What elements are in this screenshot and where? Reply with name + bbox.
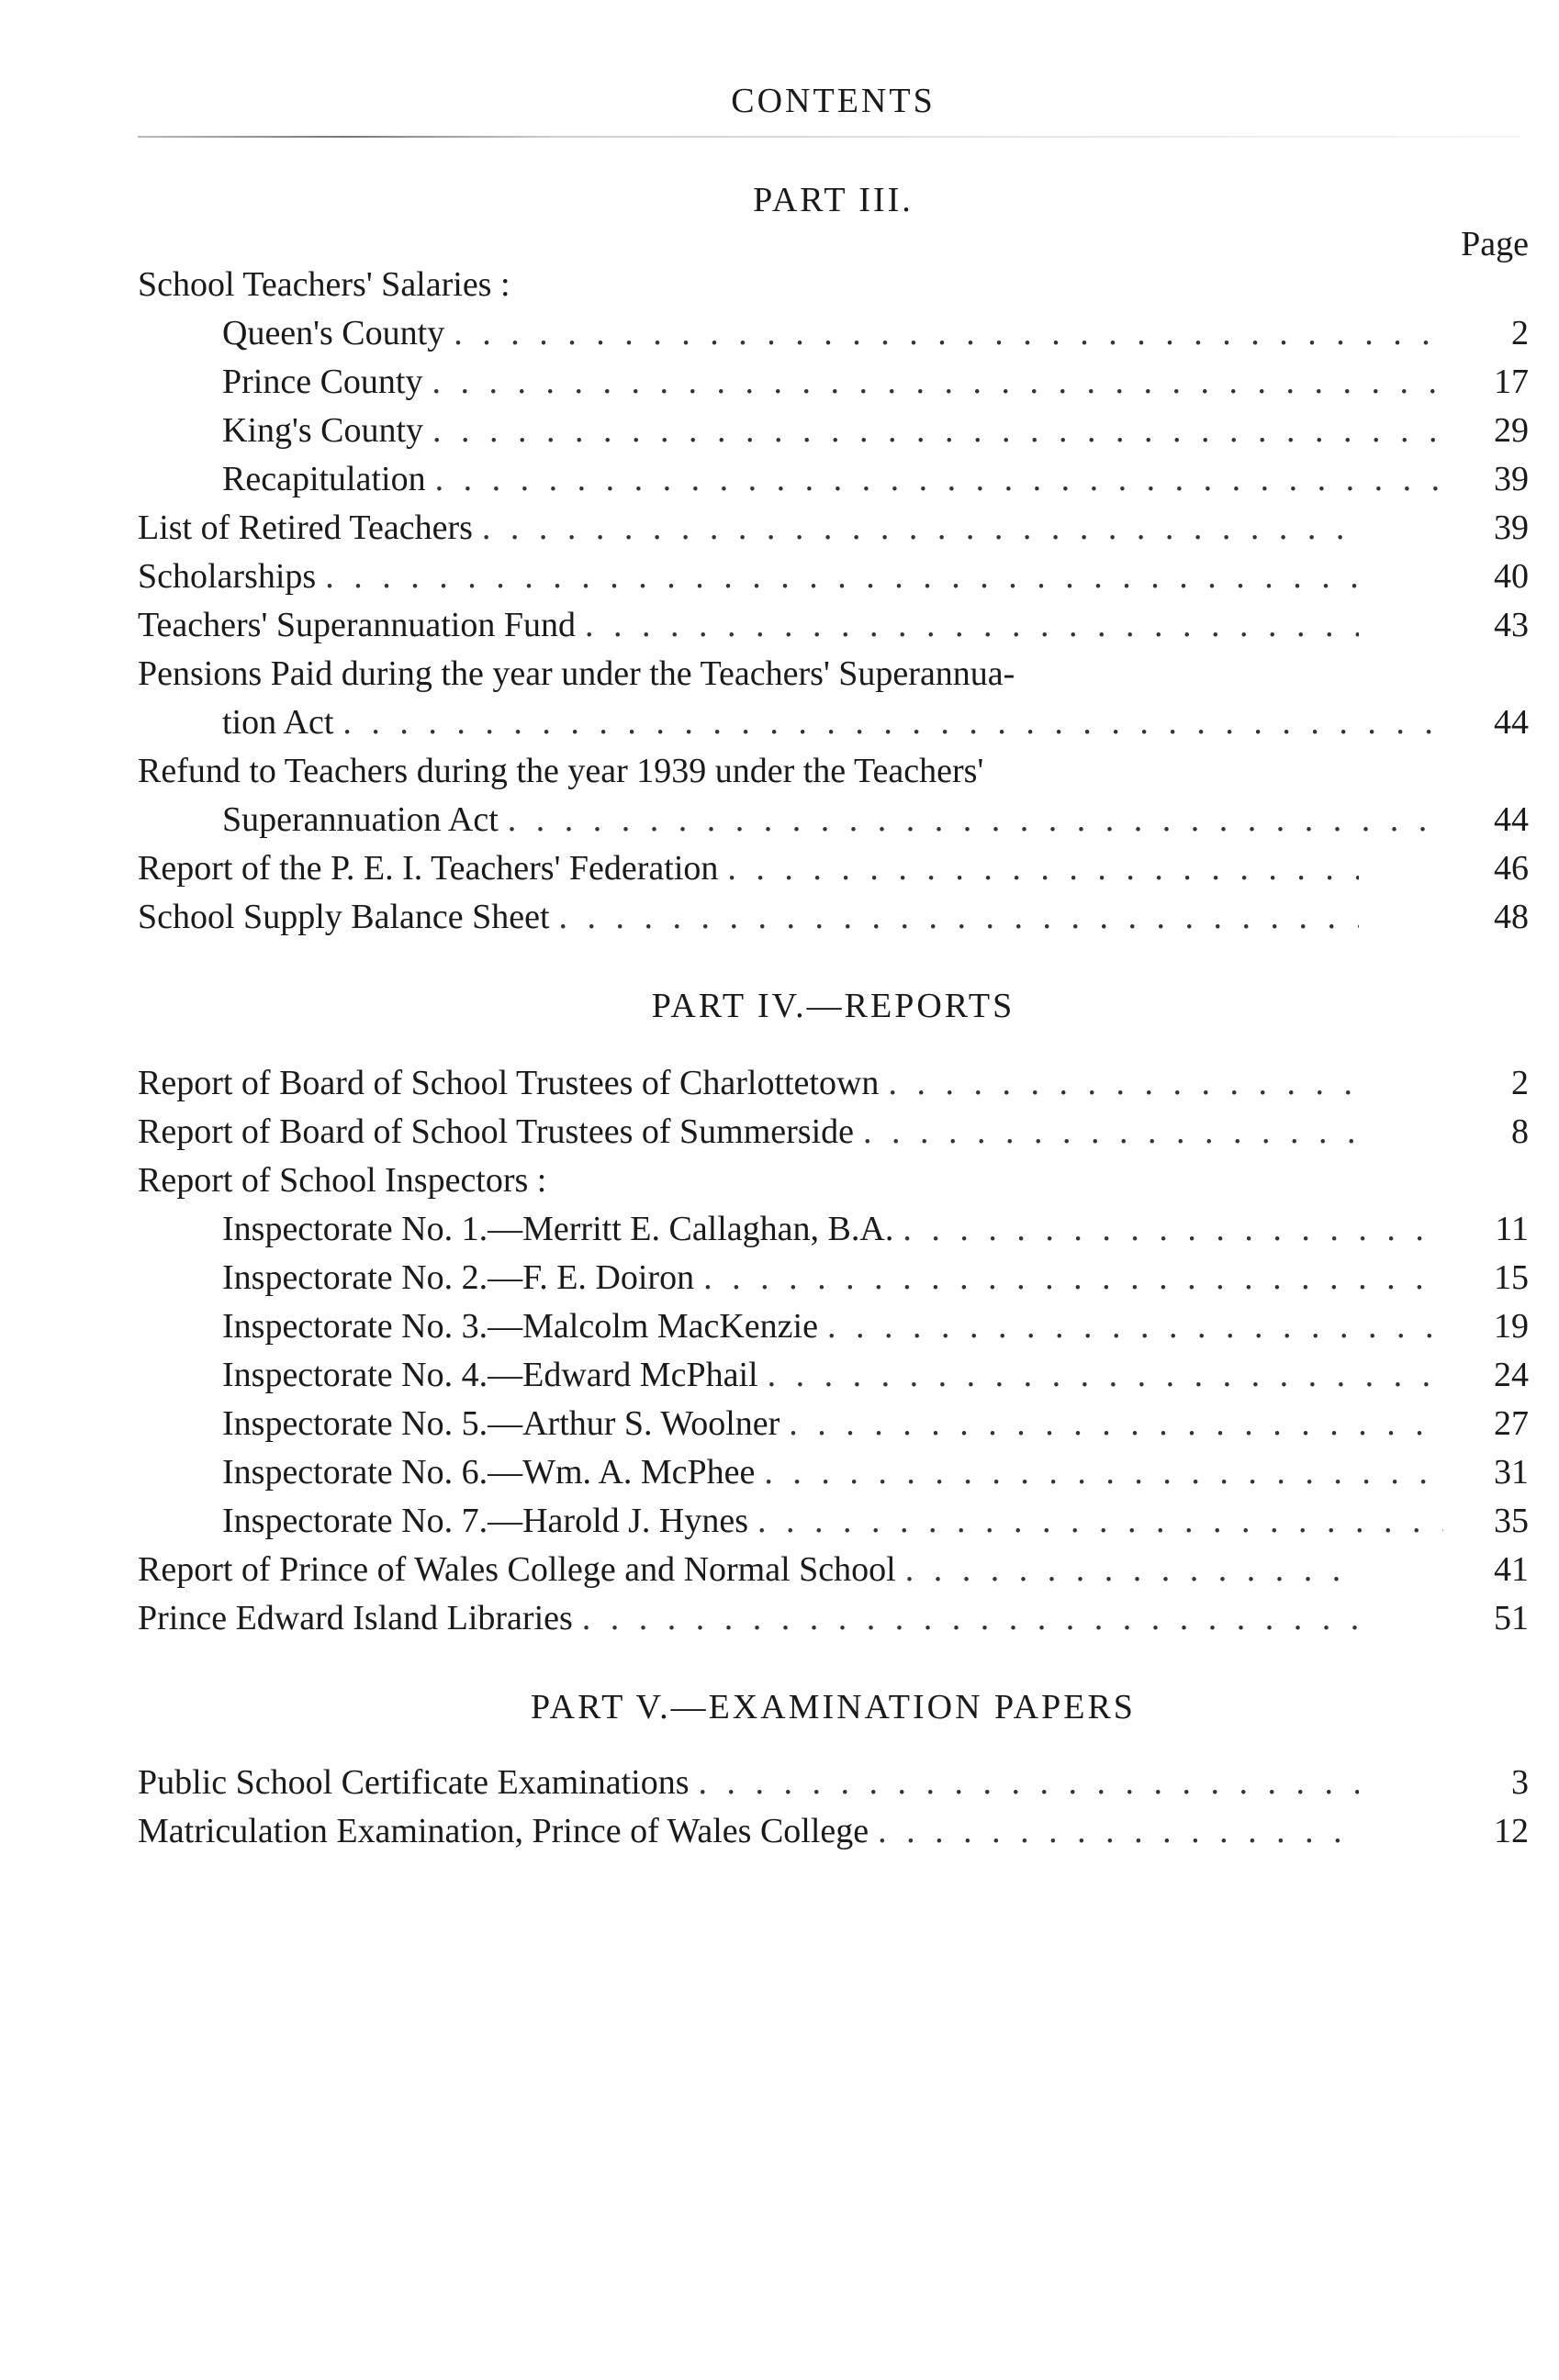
section-heading [138,261,1529,309]
dot-leader [827,1302,1443,1351]
toc-entry-page: 51 [1494,1599,1529,1637]
toc-entry-label: tion Act [222,703,334,742]
toc-entry-label: Prince Edward Island Libraries [138,1599,573,1637]
toc-entry-label: Matriculation Examination, Prince of Wales College [138,1812,869,1850]
toc-entry[interactable] [138,1302,1529,1351]
toc-entry-label: Inspectorate No. 6.—Wm. A. McPhee [222,1453,756,1492]
toc-entry-label: Inspectorate No. 4.—Edward McPhail [222,1356,758,1394]
dot-leader [482,504,1359,553]
toc-entry-page: 48 [1494,898,1529,936]
toc-entry-label: Teachers' Superannuation Fund [138,606,576,644]
toc-entry-page: 15 [1494,1258,1529,1297]
toc-entry[interactable] [138,601,1529,650]
dot-leader [342,698,1443,747]
toc-entry-label: Queen's County [222,314,445,352]
dot-leader [903,1205,1443,1254]
toc-entry[interactable] [138,1254,1529,1302]
dot-leader [878,1807,1359,1856]
toc-entry-page: 35 [1494,1502,1529,1540]
toc-entry-label: Superannuation Act [222,800,499,839]
toc-entry[interactable] [138,358,1529,407]
dot-leader [432,358,1443,407]
dot-leader [454,309,1443,358]
dot-leader [559,893,1359,942]
toc-entry-wrap-line [138,747,1529,796]
toc-entry[interactable] [138,1059,1529,1108]
page-column-label: Page [1461,225,1529,263]
toc-entry-page: 24 [1494,1356,1529,1394]
toc-entry[interactable] [138,1108,1529,1156]
part5-toc [138,1759,1529,1856]
toc-entry-label: Report of Prince of Wales College and Normal School [138,1550,896,1589]
toc-entry[interactable] [138,1594,1529,1643]
toc-entry-label: Inspectorate No. 7.—Harold J. Hynes [222,1502,749,1540]
toc-entry-label: Inspectorate No. 1.—Merritt E. Callaghan, B.A. [222,1210,894,1248]
part4-title: PART IV.—REPORTS [651,987,1015,1025]
dot-leader [863,1108,1359,1156]
dot-leader [764,1448,1443,1497]
toc-entry-label: Recapitulation [222,460,426,498]
toc-entry[interactable] [138,1351,1529,1400]
toc-entry-label: Report of the P. E. I. Teachers' Federation [138,849,719,888]
toc-entry-page: 46 [1494,849,1529,888]
toc-entry-label: School Supply Balance Sheet [138,898,550,936]
toc-entry-page: 39 [1494,460,1529,498]
toc-entry-page: 29 [1494,411,1529,450]
toc-entry-label: Inspectorate No. 5.—Arthur S. Woolner [222,1404,780,1443]
toc-entry-label: Scholarships [138,557,317,596]
toc-entry[interactable] [138,1205,1529,1254]
toc-entry-wrap-line [138,650,1529,698]
toc-entry[interactable] [138,1759,1529,1807]
dot-leader [888,1059,1359,1108]
dot-leader [703,1254,1443,1302]
toc-entry-label: Pensions Paid during the year under the Teachers' Superannua- [138,654,1015,693]
toc-entry-page: 44 [1494,800,1529,839]
toc-entry-label: Inspectorate No. 2.—F. E. Doiron [222,1258,695,1297]
toc-entry[interactable] [138,455,1529,504]
dot-leader [508,796,1443,844]
toc-entry[interactable] [138,553,1529,601]
dot-leader [789,1400,1443,1448]
dot-leader [432,407,1443,455]
toc-entry[interactable] [138,698,1529,747]
dot-leader [585,601,1359,650]
toc-entry[interactable] [138,1400,1529,1448]
part5-title: PART V.—EXAMINATION PAPERS [531,1688,1136,1726]
toc-entry-label: Inspectorate No. 3.—Malcolm MacKenzie [222,1307,818,1346]
toc-entry-label: Report of Board of School Trustees of Summerside [138,1112,855,1151]
toc-entry-label: Prince County [222,363,423,401]
dot-leader [582,1594,1359,1643]
toc-entry-label: King's County [222,411,424,450]
toc-entry-page: 2 [1511,1064,1529,1102]
contents-title: CONTENTS [731,82,936,120]
toc-entry-page: 31 [1494,1453,1529,1492]
dot-leader [905,1546,1359,1594]
toc-entry-page: 11 [1495,1210,1529,1248]
section-heading [138,1156,1529,1205]
toc-entry[interactable] [138,893,1529,942]
toc-entry-label: Refund to Teachers during the year 1939 under the Teachers' [138,752,984,790]
toc-entry-page: 39 [1494,508,1529,547]
dot-leader [699,1759,1360,1807]
toc-entry-page: 43 [1494,606,1529,644]
toc-entry[interactable] [138,309,1529,358]
toc-entry-page: 3 [1511,1763,1529,1802]
part3-toc [138,261,1529,942]
toc-entry[interactable] [138,1546,1529,1594]
toc-entry[interactable] [138,796,1529,844]
toc-entry-page: 41 [1494,1550,1529,1589]
part3-title: PART III. [753,181,914,219]
toc-entry-label: Report of Board of School Trustees of Charlottetown [138,1064,880,1102]
toc-entry-page: 12 [1494,1812,1529,1850]
section-heading-label: School Teachers' Salaries : [138,265,510,304]
toc-entry-label: Public School Certificate Examinations [138,1763,690,1802]
toc-entry-label: List of Retired Teachers [138,508,473,547]
toc-entry[interactable] [138,1448,1529,1497]
toc-entry-page: 17 [1494,363,1529,401]
toc-entry-page: 2 [1511,314,1529,352]
toc-entry[interactable] [138,844,1529,893]
section-heading-label: Report of School Inspectors : [138,1161,547,1200]
dot-leader [768,1351,1443,1400]
toc-entry[interactable] [138,1807,1529,1856]
toc-entry-page: 44 [1494,703,1529,742]
toc-entry[interactable] [138,1497,1529,1546]
toc-entry-page: 40 [1494,557,1529,596]
toc-entry-page: 19 [1494,1307,1529,1346]
dot-leader [757,1497,1443,1546]
part4-toc [138,1059,1529,1643]
toc-entry[interactable] [138,504,1529,553]
dot-leader [435,455,1443,504]
toc-entry[interactable] [138,407,1529,455]
dot-leader [325,553,1359,601]
header-rule [138,136,1520,138]
dot-leader [727,844,1359,893]
toc-entry-page: 27 [1494,1404,1529,1443]
toc-entry-page: 8 [1511,1112,1529,1151]
